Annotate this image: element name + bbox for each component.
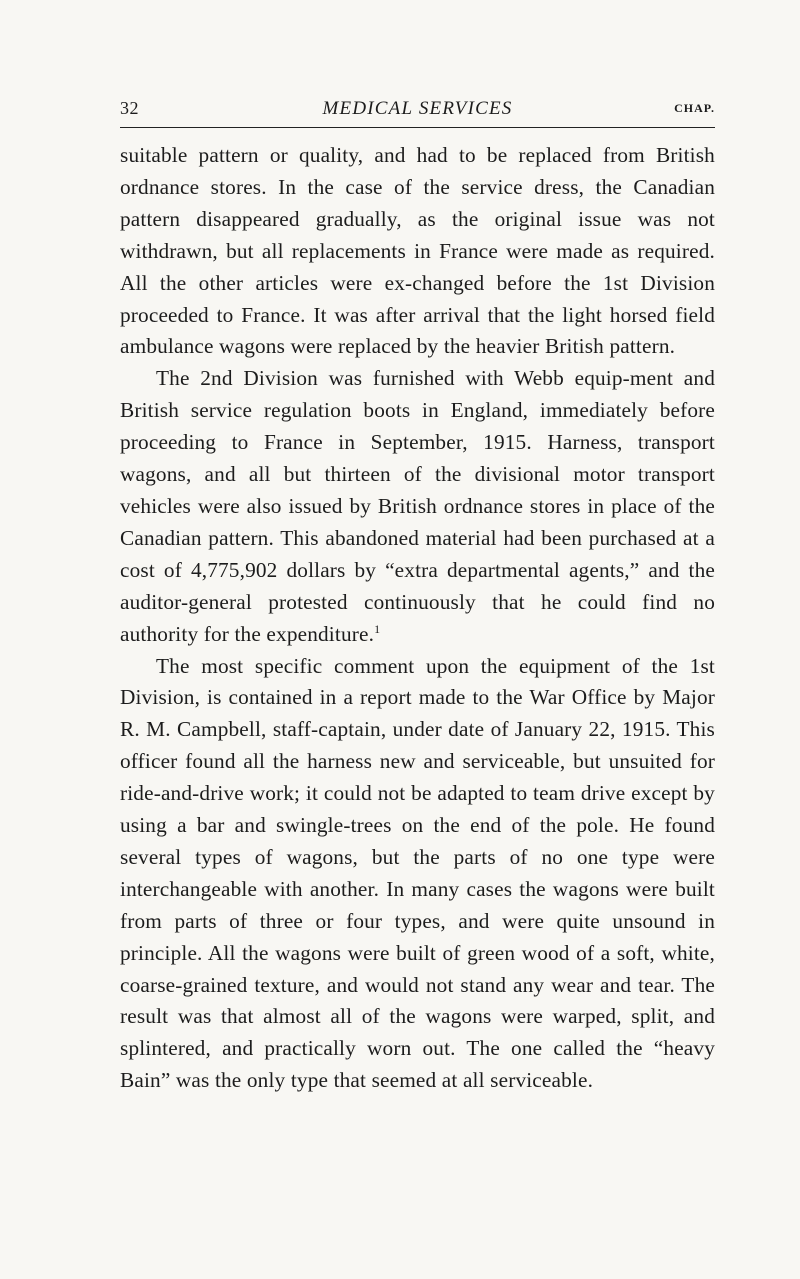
header-rule <box>120 127 715 128</box>
paragraph-text: suitable pattern or quality, and had to be replaced from British ordnance stores. In the case of the service dress, the Canadian pattern disappeared gradually, as the original issue was not withdrawn, but all replacements in France were made as required. All the other articles were ex-changed before the 1st Division proceeded to France. It was after arrival that the light horsed field ambulance wagons were replaced by the heavier British pattern. <box>120 143 715 359</box>
paragraph-text: The most specific comment upon the equipment of the 1st Division, is contained in a report made to the War Office by Major R. M. Campbell, staff-captain, under date of January 22, 1915. This officer found all the harness new and serviceable, but unsuited for ride-and-drive work; it could not be adapted to team drive except by using a bar and swingle-trees on the end of the pole. He found several types of wagons, but the parts of no one type were interchangeable with another. In many cases the wagons were built from parts of three or four types, and were quite unsound in principle. All the wagons were built of green wood of a soft, white, coarse-grained texture, and would not stand any wear and tear. The result was that almost all of the wagons were warped, split, and splintered, and practically worn out. The one called the “heavy Bain” was the only type that seemed at all serviceable. <box>120 653 715 1093</box>
page-number: 32 <box>120 98 139 118</box>
paragraph-campbell-report <box>120 651 715 1098</box>
page-header <box>120 98 715 126</box>
paragraph-second-division <box>120 363 715 650</box>
chapter-label: CHAP. <box>674 101 715 115</box>
running-title: MEDICAL SERVICES <box>322 98 513 119</box>
paragraph-text: The 2nd Division was furnished with Webb equip-ment and British service regulation boots in England, immediately before proceeding to France in September, 1915. Harness, transport wagons, and all but thirteen of the divisional motor transport vehicles were also issued by British ordnance stores in place of the Canadian pattern. This abandoned material had been purchased at a cost of 4,775,902 dollars by “extra departmental agents,” and the auditor-general protested continuously that he could find no authority for the expenditure. <box>120 366 715 646</box>
paragraph-continuation <box>120 140 715 363</box>
footnote-marker: 1 <box>374 621 381 636</box>
body-text <box>120 140 715 1097</box>
